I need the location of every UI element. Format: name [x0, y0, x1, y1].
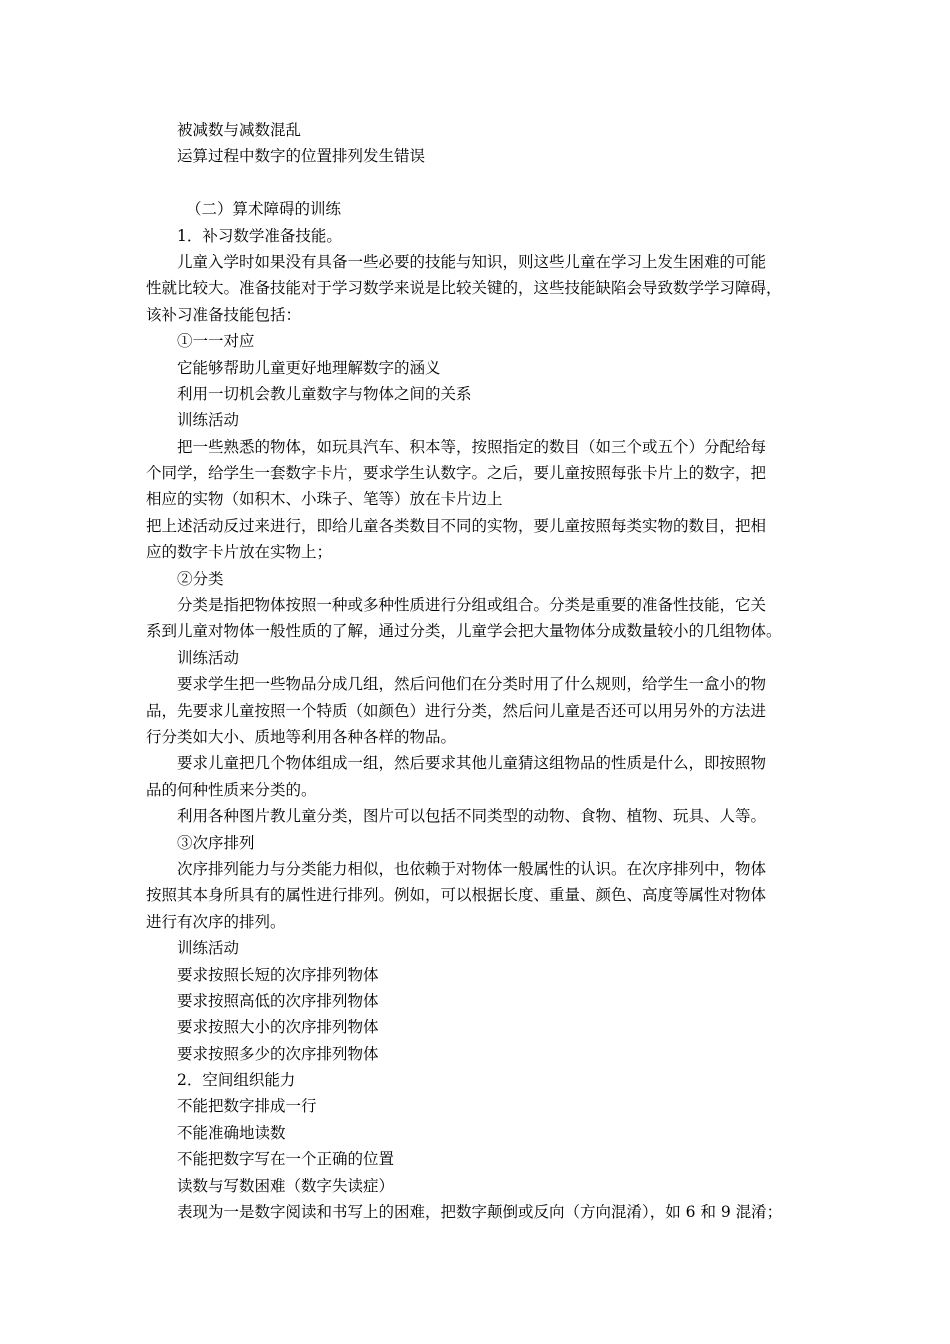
text-line: 按照其本身所具有的属性进行排列。例如，可以根据长度、重量、颜色、高度等属性对物体	[146, 886, 767, 905]
text-line: 训练活动	[177, 648, 240, 667]
text-line: 要求按照长短的次序排列物体	[177, 965, 379, 984]
text-line: ②分类	[177, 569, 224, 588]
text-line: 不能把数字排成一行	[177, 1097, 317, 1116]
text-line: 把一些熟悉的物体，如玩具汽车、积本等，按照指定的数目（如三个或五个）分配给每	[177, 437, 767, 456]
text-line: 表现为一是数字阅读和书写上的困难，把数字颠倒或反向（方向混淆），如 6 和 9 混淆；	[177, 1203, 783, 1222]
text-line: 行分类如大小、质地等利用各种各样的物品。	[146, 727, 457, 746]
text-line: 品的何种性质来分类的。	[146, 780, 317, 799]
text-line: 该补习准备技能包括：	[146, 305, 302, 324]
text-line: 要求儿童把几个物体组成一组，然后要求其他儿童猜这组物品的性质是什么，即按照物	[177, 754, 767, 773]
text-line: 训练活动	[177, 939, 240, 958]
text-line: 儿童入学时如果没有具备一些必要的技能与知识，则这些儿童在学习上发生困难的可能	[177, 252, 767, 271]
text-line: 2．空间组织能力	[177, 1071, 296, 1090]
text-line: （二）算术障碍的训练	[186, 200, 342, 219]
text-line: 利用一切机会教儿童数字与物体之间的关系	[177, 384, 472, 403]
text-line: 要求学生把一些物品分成几组，然后问他们在分类时用了什么规则，给学生一盒小的物	[177, 675, 767, 694]
text-line: 要求按照高低的次序排列物体	[177, 991, 379, 1010]
text-line: 被减数与减数混乱	[177, 121, 302, 139]
text-line: 相应的实物（如积木、小珠子、笔等）放在卡片边上	[146, 490, 503, 509]
text-line: 个同学，给学生一套数字卡片，要求学生认数字。之后，要儿童按照每张卡片上的数字，把	[146, 464, 767, 483]
text-line: ③次序排列	[177, 833, 255, 852]
text-line: 性就比较大。准备技能对于学习数学来说是比较关键的，这些技能缺陷会导致数学学习障碍，	[146, 279, 782, 298]
text-line: 训练活动	[177, 411, 240, 430]
text-line: 进行有次序的排列。	[146, 912, 286, 931]
text-line: 不能把数字写在一个正确的位置	[177, 1150, 395, 1169]
text-line: 利用各种图片教儿童分类，图片可以包括不同类型的动物、食物、植物、玩具、人等。	[177, 807, 767, 826]
text-line: 要求按照多少的次序排列物体	[177, 1044, 379, 1063]
text-line: 次序排列能力与分类能力相似，也依赖于对物体一般属性的认识。在次序排列中，物体	[177, 859, 767, 878]
document-page	[146, 117, 810, 1225]
text-line: 系到儿童对物体一般性质的了解，通过分类，儿童学会把大量物体分成数量较小的几组物体。	[146, 622, 782, 641]
text-line: 运算过程中数字的位置排列发生错误	[177, 147, 426, 166]
text-line: 分类是指把物体按照一种或多种性质进行分组或组合。分类是重要的准备性技能，它关	[177, 596, 767, 615]
text-line: 不能准确地读数	[177, 1123, 286, 1142]
text-line: 把上述活动反过来进行，即给儿童各类数目不同的实物，要儿童按照每类实物的数目，把相	[146, 516, 767, 535]
blank-line	[146, 170, 810, 196]
text-line: 1．补习数学准备技能。	[177, 226, 342, 245]
text-line: 要求按照大小的次序排列物体	[177, 1018, 379, 1037]
text-line: 应的数字卡片放在实物上；	[146, 543, 333, 562]
text-line: 它能够帮助儿童更好地理解数字的涵义	[177, 358, 441, 377]
text-line: ①一一对应	[177, 332, 255, 351]
text-line: 品，先要求儿童按照一个特质（如颜色）进行分类，然后问儿童是否还可以用另外的方法进	[146, 701, 767, 720]
text-line: 读数与写数困难（数字失读症）	[177, 1176, 395, 1195]
